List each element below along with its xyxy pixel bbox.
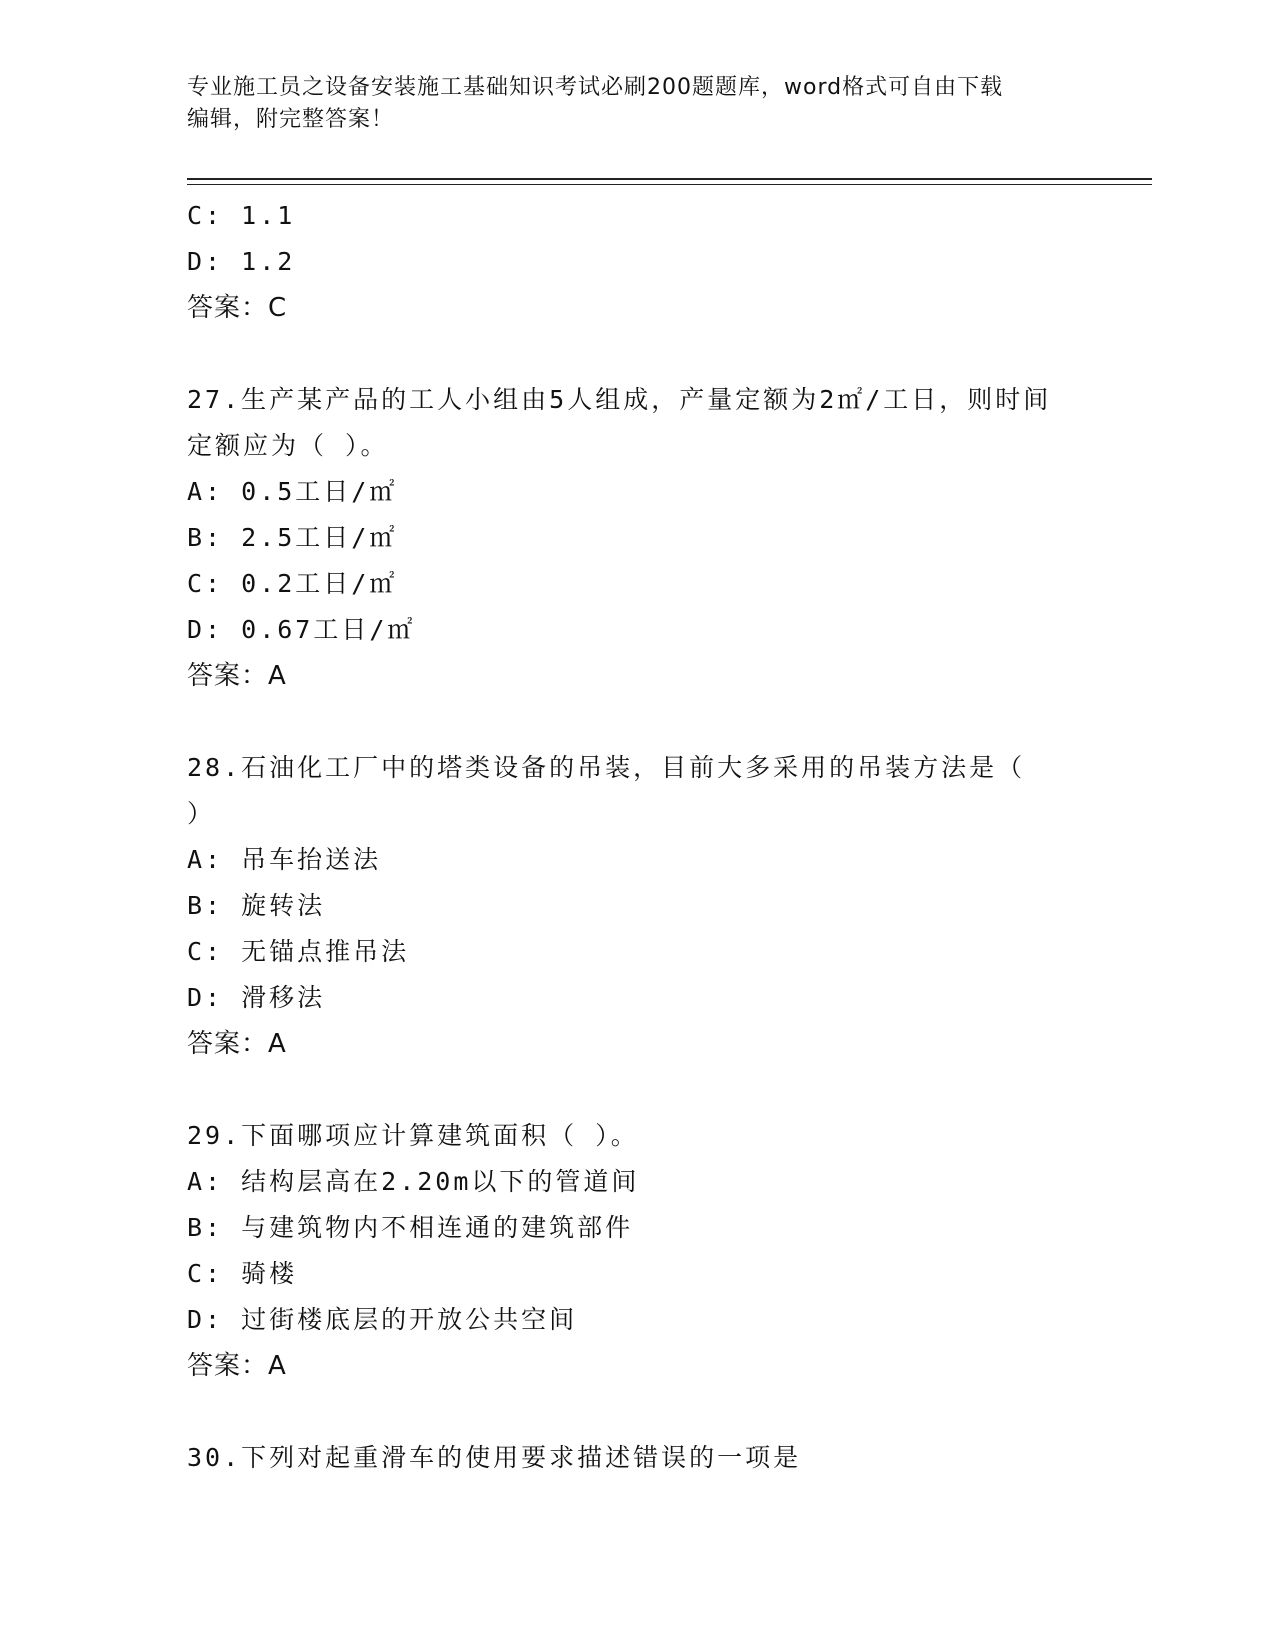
answer-line: 答案：C — [187, 293, 288, 323]
option-c: C: 骑楼 — [187, 1259, 298, 1288]
document-header — [187, 72, 1087, 136]
option-d: D: 滑移法 — [187, 983, 326, 1012]
question-list — [187, 193, 1117, 1481]
answer-line: 答案：A — [187, 1029, 287, 1059]
option-d: D: 过街楼底层的开放公共空间 — [187, 1305, 578, 1334]
option-a: A: 0.5工日/㎡ — [187, 477, 398, 506]
question-28 — [187, 745, 1117, 1067]
option-a: A: 吊车抬送法 — [187, 845, 382, 874]
question-stem-line-1: 28.石油化工厂中的塔类设备的吊装，目前大多采用的吊装方法是（ — [187, 753, 1026, 782]
option-c: C: 无锚点推吊法 — [187, 937, 410, 966]
header-title-line-2: 编辑，附完整答案！ — [187, 107, 395, 132]
question-stem-line-2: ） — [187, 799, 216, 828]
spacer — [187, 699, 1117, 745]
question-stem-line-1: 29.下面哪项应计算建筑面积（ ）。 — [187, 1121, 639, 1150]
question-stem-line-1: 30.下列对起重滑车的使用要求描述错误的一项是 — [187, 1443, 802, 1472]
spacer — [187, 1067, 1117, 1113]
option-d: D: 1.2 — [187, 247, 296, 276]
option-b: B: 2.5工日/㎡ — [187, 523, 398, 552]
answer-line: 答案：A — [187, 661, 287, 691]
question-29 — [187, 1113, 1117, 1389]
answer-line: 答案：A — [187, 1351, 287, 1381]
question-stem-line-1: 27.生产某产品的工人小组由5人组成，产量定额为2㎡/工日，则时间 — [187, 385, 1052, 414]
option-c: C: 0.2工日/㎡ — [187, 569, 398, 598]
header-title-line-1: 专业施工员之设备安装施工基础知识考试必刷200题题库，word格式可自由下载 — [187, 75, 1004, 100]
question-stem-line-2: 定额应为（ ）。 — [187, 431, 389, 460]
option-d: D: 0.67工日/㎡ — [187, 615, 416, 644]
question-30 — [187, 1435, 1117, 1481]
option-c: C: 1.1 — [187, 201, 296, 230]
option-b: B: 旋转法 — [187, 891, 326, 920]
spacer — [187, 331, 1117, 377]
option-b: B: 与建筑物内不相连通的建筑部件 — [187, 1213, 634, 1242]
header-divider-thick — [187, 178, 1152, 180]
question-27 — [187, 377, 1117, 699]
option-a: A: 结构层高在2.20m以下的管道间 — [187, 1167, 640, 1196]
header-divider-thin — [187, 184, 1152, 185]
spacer — [187, 1389, 1117, 1435]
question-26-tail — [187, 193, 1117, 331]
